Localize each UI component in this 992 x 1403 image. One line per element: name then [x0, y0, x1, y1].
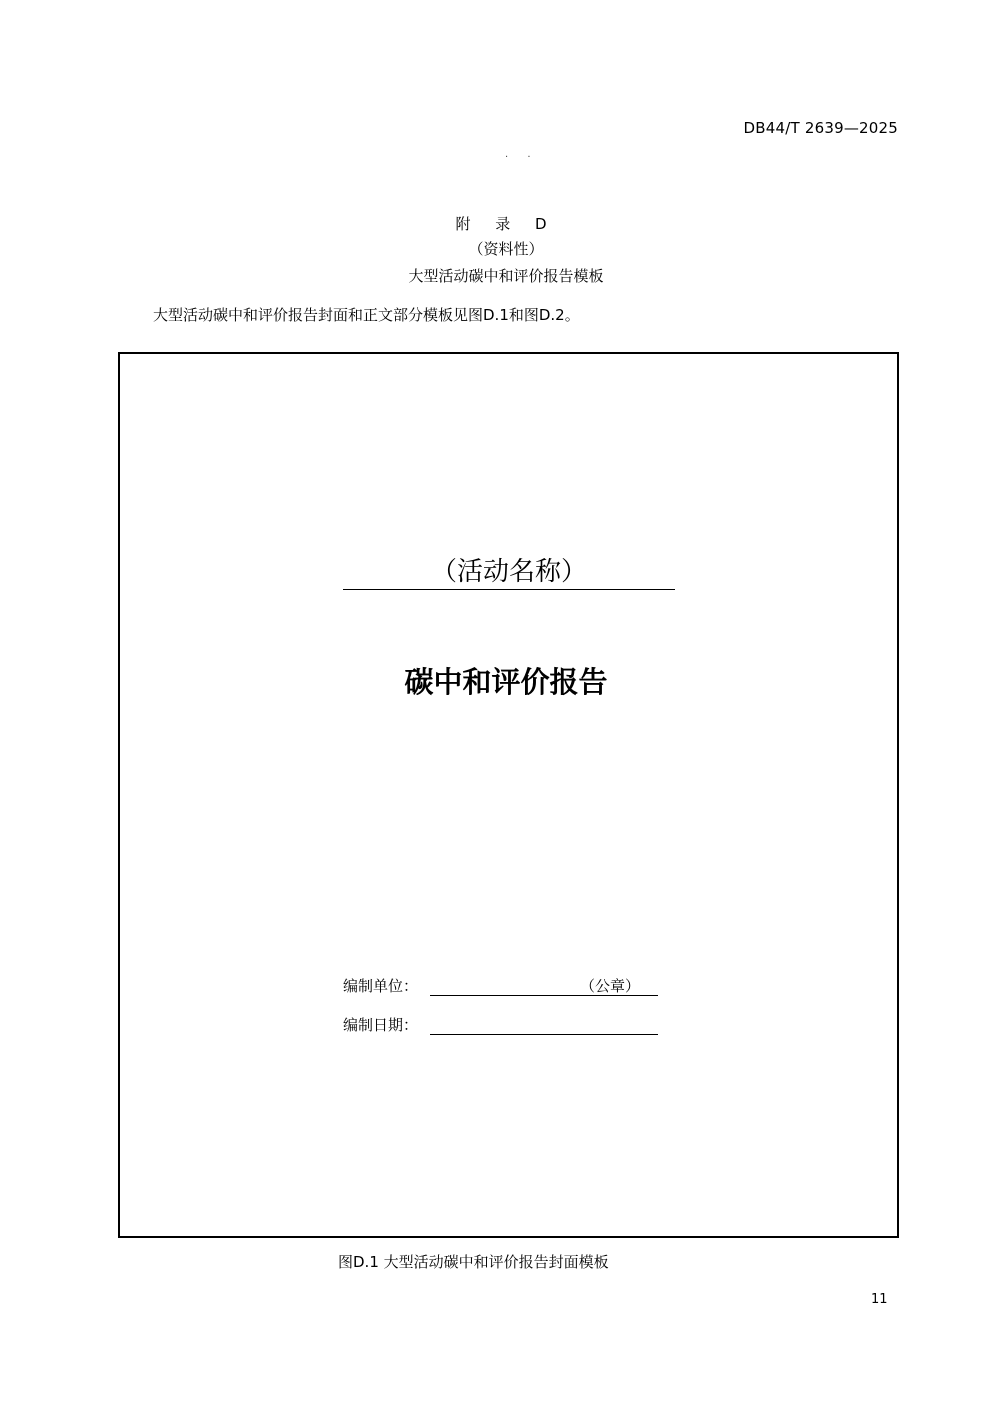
appendix-name: 大型活动碳中和评价报告模板: [408, 267, 604, 285]
appendix-title: 附 录 D: [455, 215, 557, 233]
document-code: DB44/T 2639—2025: [743, 119, 898, 137]
seal-note: （公章）: [580, 977, 641, 995]
report-title: 碳中和评价报告: [404, 665, 608, 699]
intro-paragraph: 大型活动碳中和评价报告封面和正文部分模板见图D.1和图D.2。: [153, 306, 580, 324]
field-label: 编制单位：: [343, 977, 419, 995]
activity-name-placeholder: （活动名称）: [343, 555, 675, 590]
figure-caption: 图D.1 大型活动碳中和评价报告封面模板: [338, 1253, 609, 1271]
header-dots: · ·: [505, 152, 539, 163]
cover-template-frame: [118, 352, 899, 1238]
appendix-nature: （资料性）: [468, 240, 544, 258]
page-number: 11: [871, 1292, 888, 1307]
field-label: 编制日期：: [343, 1016, 419, 1034]
fill-line: [430, 1034, 658, 1035]
